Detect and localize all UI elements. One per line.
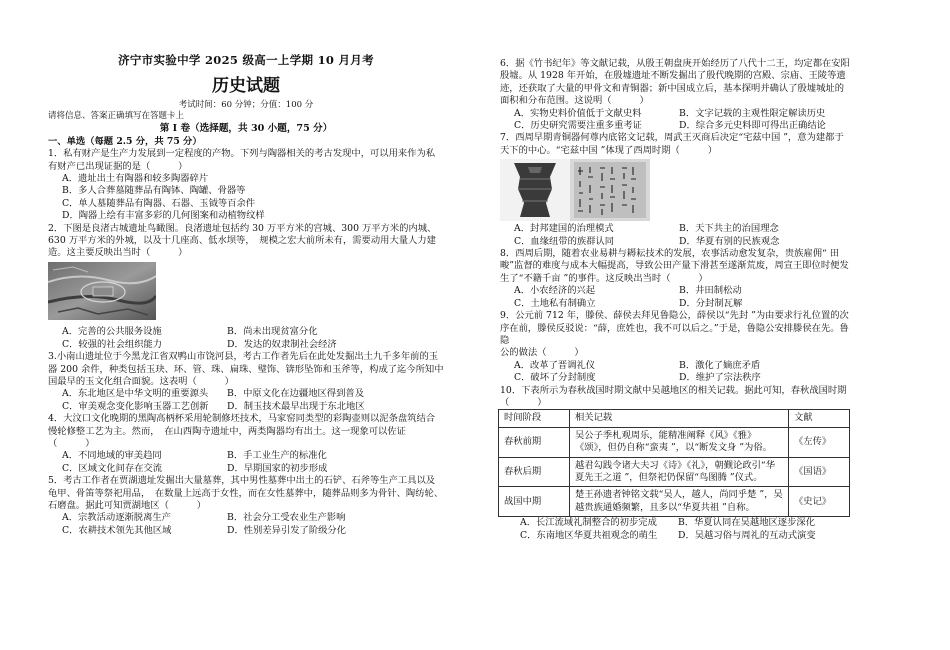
part1-heading: 第 I 卷（选择题，共 30 小题，75 分） bbox=[159, 123, 333, 135]
question-8 bbox=[500, 248, 852, 310]
subject-title: 历史试题 bbox=[212, 76, 280, 97]
option-d: D．综合多元史料即可得出正确结论 bbox=[679, 120, 826, 132]
option-b: B．多人合葬墓随葬品有陶钵、陶罐、骨器等 bbox=[62, 185, 246, 197]
option-d: D．陶器上绘有丰富多彩的几何图案和动植物纹样 bbox=[62, 210, 265, 222]
table-header-row bbox=[499, 410, 850, 427]
cell-period: 战国中期 bbox=[499, 487, 570, 517]
question-stem: 5．考古工作者在贾湖遗址发掘出大量墓葬，其中男性墓葬中出土的石铲、石斧等生产工具以及龟甲、骨笛等祭祀用品， 在数量上远高于女性，而在女性墓葬中，随葬品则多为骨针、陶纺轮、石磨盘。据此可知贾湖地区（ ） bbox=[48, 475, 444, 511]
option-a: A．遗址出土有陶器和较多陶器碎片 bbox=[62, 173, 209, 185]
right-column bbox=[500, 58, 852, 542]
records-table bbox=[498, 409, 850, 517]
question-4 bbox=[48, 413, 444, 475]
option-c: C．审美观念变化影响玉器工艺创新 bbox=[62, 400, 209, 412]
cell-source: 《史记》 bbox=[789, 487, 850, 517]
option-d: D．分封制瓦解 bbox=[679, 297, 743, 309]
option-a: A．东北地区是中华文明的重要源头 bbox=[62, 388, 209, 400]
option-b: B．华夏认同在吴越地区逐步深化 bbox=[678, 517, 815, 529]
question-2 bbox=[48, 223, 444, 351]
option-b: B．激化了嫡庶矛盾 bbox=[679, 359, 761, 371]
question-9 bbox=[500, 310, 852, 384]
option-b: B．井田制松动 bbox=[679, 285, 742, 297]
liangzhu-aerial-photo bbox=[48, 262, 444, 324]
table-row bbox=[499, 427, 850, 457]
option-b: B．天下共主的治国理念 bbox=[679, 223, 779, 235]
option-a: A．不同地域的审美趋同 bbox=[62, 450, 162, 462]
question-stem: 6．据《竹书纪年》等文献记载，从殷王朝盘庚开始经历了八代十二王，均定都在安阳殷墟。从 1928 年开始，在殷墟遗址不断发掘出了殷代晚期的宫殿、宗庙、王陵等遗迹，还获取了大量的甲骨文和青铜器；新中国成立后，基本探明并确认了殷墟城址的面积和分布范围。这说明（ ） bbox=[500, 58, 850, 107]
option-c: C．区域文化间存在交流 bbox=[62, 462, 163, 474]
option-a: A．完善的公共服务设施 bbox=[62, 326, 162, 338]
question-stem: 3.小南山遗址位于今黑龙江省双鸭山市饶河县，考古工作者先后在此处发掘出土九千多年前的玉器 200 余件，种类包括玉玦、环、管、珠、扁珠、璧饰、锛形坠饰和玉斧等，构成了迄今所知中国最早的玉文化组合面貌。这表明（ ） bbox=[48, 351, 444, 387]
he-zun-figure bbox=[500, 159, 852, 221]
header-record: 相关记载 bbox=[570, 410, 789, 427]
option-c: C．血缘纽带的族群认同 bbox=[514, 235, 615, 247]
option-c: C．农耕技术领先其他区域 bbox=[62, 524, 172, 536]
option-d: D．发达的奴隶制社会经济 bbox=[227, 338, 337, 350]
question-7 bbox=[500, 132, 852, 248]
option-c: C．东南地区华夏共祖观念的萌生 bbox=[520, 529, 658, 541]
option-c: C．历史研究需要注重多重考证 bbox=[514, 120, 642, 132]
cell-source: 《国语》 bbox=[789, 457, 850, 487]
he-zun-vessel-photo bbox=[500, 159, 570, 221]
section-heading: 一、单选（每题 2.5 分，共 75 分） bbox=[48, 135, 202, 147]
option-d: D．维护了宗法秩序 bbox=[679, 372, 761, 384]
option-b: B．社会分工受农业生产影响 bbox=[227, 512, 346, 524]
option-d: D．吴越习俗与周礼的互动式演变 bbox=[678, 529, 816, 541]
cell-record: 吴公子季札观周乐，能精准阐释《风》《雅》《颂》，但仍自称“蛮夷 ”，以“断发文身 ”为俗。 bbox=[570, 427, 789, 457]
table-row bbox=[499, 487, 850, 517]
option-a: A．宗教活动逐渐脱离生产 bbox=[62, 512, 171, 524]
cell-record: 楚王孙遗者钟铭文载“吴人，越人，尚同乎楚 ”，吴越贵族通婚频繁，且多以“华夏共祖 ”自称。 bbox=[570, 487, 789, 517]
option-c: C．单人墓随葬品有陶器、石器、玉钺等百余件 bbox=[62, 197, 256, 209]
school-title: 济宁市实验中学 2025 级高一上学期 10 月月考 bbox=[118, 53, 374, 67]
exam-info: 考试时间：60 分钟；分值：100 分 bbox=[178, 100, 314, 111]
question-5 bbox=[48, 475, 444, 537]
header-source: 文献 bbox=[789, 410, 850, 427]
option-c: C．破坏了分封制度 bbox=[514, 372, 596, 384]
option-d: D．制玉技术最早出现于东北地区 bbox=[227, 400, 365, 412]
option-c: C．较强的社会组织能力 bbox=[62, 338, 163, 350]
option-d: D．性别差异引发了阶级分化 bbox=[227, 524, 347, 536]
question-stem: 7．西周早期青铜器何尊内底铭文记载，周武王灭商后决定“宅兹中国 ”，意为建都于天下的中心。“宅兹中国 ”体现了西周时期（ ） bbox=[500, 132, 844, 156]
option-a: A．封邦建国的治理模式 bbox=[514, 223, 614, 235]
cell-period: 春秋前期 bbox=[499, 427, 570, 457]
option-c: C．土地私有制确立 bbox=[514, 297, 596, 309]
question-stem: 10．下表所示为春秋战国时期文献中吴越地区的相关记载。据此可知，春秋战国时期（ ） bbox=[500, 384, 847, 408]
left-column bbox=[48, 0, 444, 537]
question-stem: 8．西周后期，随着农业易耕与耨耘技术的发展，农事活动愈发复杂，贵族雇佣“ 田畯”监督的难度与成本大幅提高，导致公田产量下滑甚至遂渐荒废，周宣王即位时便发生了“不籍千亩 ”的事件。这反映出当时（ ） bbox=[500, 248, 849, 284]
option-d: D．早期国家的初步形成 bbox=[227, 462, 328, 474]
question-stem: 9．公元前 712 年，滕侯、薛侯去拜见鲁隐公，薛侯以“先封 ”为由要求行礼位置的次序在前，滕侯反驳说：“薛，庶姓也，我不可以后之。”于是，鲁隐公安排滕侯在先。鲁隐 bbox=[500, 310, 849, 346]
option-b: B．尚未出现贫富分化 bbox=[227, 326, 318, 338]
header-period: 时间阶段 bbox=[499, 410, 570, 427]
option-a: A．小农经济的兴起 bbox=[514, 285, 596, 297]
option-a: A．长江流域礼制整合的初步完成 bbox=[520, 517, 657, 529]
option-a: A．实物史料价值低于文献史料 bbox=[514, 107, 642, 119]
option-b: B．中原文化在边疆地区得到普及 bbox=[227, 388, 364, 400]
cell-source: 《左传》 bbox=[789, 427, 850, 457]
question-stem: 2．下图是良渚古城遗址鸟瞰图。良渚遗址包括约 30 万平方米的宫城、300 万平方米的内城、630 万平方米的外城，以及十几座高、低水坝等， 规模之宏大前所未有，需要动用大量人力建造。这主要反映出当时（ ） bbox=[48, 222, 437, 259]
cell-record: 越君勾践令诸大夫习《诗》《礼》，朝觐论政引“华夏先王之道 ”，但祭祀仍保留“鸟图腾 ”仪式。 bbox=[570, 457, 789, 487]
option-a: A．改革了晋调礼仪 bbox=[514, 359, 596, 371]
question-1 bbox=[48, 148, 444, 222]
option-b: B．手工业生产的标准化 bbox=[227, 450, 327, 462]
inscription-rubbing-photo bbox=[570, 159, 650, 221]
question-stem-continued: 公的做法（ ） bbox=[500, 347, 584, 359]
table-row bbox=[499, 457, 850, 487]
option-d: D．华夏有别的民族观念 bbox=[679, 235, 780, 247]
question-3 bbox=[48, 351, 444, 413]
question-10 bbox=[500, 385, 852, 542]
question-stem: 1．私有财产是生产力发展到一定程度的产物。下列与陶器相关的考古发现中，可以用来作为私有财产已出现证据的是（ ） bbox=[48, 148, 436, 172]
question-6 bbox=[500, 58, 852, 132]
instruction-note: 请将信息、答案正确填写在答题卡上 bbox=[48, 111, 185, 122]
question-stem: 4．大汶口文化晚期的黑陶高柄杯采用轮制修坯技术，马家窑同类型的彩陶壶则以泥条盘筑结合慢轮修整工艺为主。然而， 在山西陶寺遗址中，两类陶器均有出土。这一现象可以佐证（ ） bbox=[48, 413, 436, 449]
option-b: B．文字记载的主观性限定解读历史 bbox=[679, 107, 826, 119]
cell-period: 春秋后期 bbox=[499, 457, 570, 487]
